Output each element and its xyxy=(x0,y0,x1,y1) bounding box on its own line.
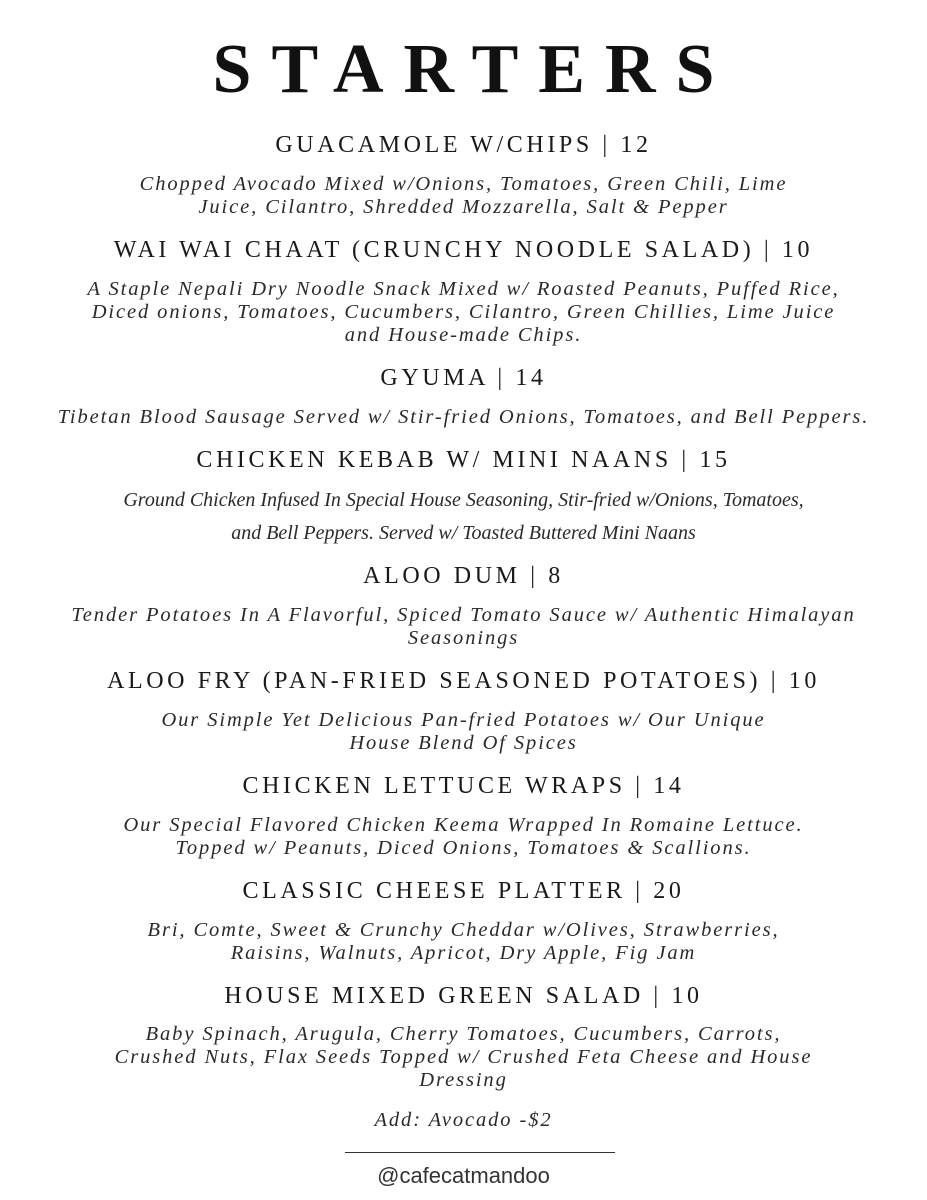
social-handle: @cafecatmandoo xyxy=(377,1163,550,1188)
desc-line: Dressing xyxy=(419,1069,508,1091)
desc-line: Seasonings xyxy=(407,627,520,649)
addon-note: Add: Avocado -$2 xyxy=(374,1109,553,1131)
item-desc-cheese-platter xyxy=(0,919,927,965)
desc-line: and Bell Peppers. Served w/ Toasted Buttered Mini Naans xyxy=(231,522,696,544)
item-desc-aloo-dum xyxy=(0,604,927,650)
desc-line: Our Simple Yet Delicious Pan-fried Potatoes w/ Our Unique xyxy=(161,709,766,731)
desc-line: Baby Spinach, Arugula, Cherry Tomatoes, Cucumbers, Carrots, xyxy=(145,1023,782,1045)
item-desc-gyuma xyxy=(0,406,927,429)
desc-line: Tibetan Blood Sausage Served w/ Stir-fried Onions, Tomatoes, and Bell Peppers. xyxy=(57,406,870,428)
desc-line: House Blend Of Spices xyxy=(349,732,578,754)
item-name-aloo-fry: ALOO FRY (PAN-FRIED SEASONED POTATOES) | 10 xyxy=(107,668,820,694)
item-desc-chicken-kebab xyxy=(0,484,927,550)
desc-line: Chopped Avocado Mixed w/Onions, Tomatoes, Green Chili, Lime xyxy=(139,173,788,195)
desc-line: Topped w/ Peanuts, Diced Onions, Tomatoes & Scallions. xyxy=(175,837,752,859)
item-name-wai-wai-chaat: WAI WAI CHAAT (CRUNCHY NOODLE SALAD) | 10 xyxy=(113,237,814,263)
desc-line: Ground Chicken Infused In Special House Seasoning, Stir-fried w/Onions, Tomatoes, xyxy=(123,489,804,511)
item-name-green-salad: HOUSE MIXED GREEN SALAD | 10 xyxy=(224,983,703,1009)
desc-line: Crushed Nuts, Flax Seeds Topped w/ Crushed Feta Cheese and House xyxy=(114,1046,813,1068)
item-name-aloo-dum: ALOO DUM | 8 xyxy=(363,563,564,589)
page-title: STARTERS xyxy=(212,31,735,108)
item-name-chicken-lettuce-wraps: CHICKEN LETTUCE WRAPS | 14 xyxy=(242,773,685,799)
desc-line: Tender Potatoes In A Flavorful, Spiced Tomato Sauce w/ Authentic Himalayan xyxy=(71,604,856,626)
desc-line: A Staple Nepali Dry Noodle Snack Mixed w/ Roasted Peanuts, Puffed Rice, xyxy=(87,278,840,300)
footer-divider xyxy=(345,1152,615,1153)
item-desc-chicken-lettuce-wraps xyxy=(0,814,927,860)
desc-line: Our Special Flavored Chicken Keema Wrapped In Romaine Lettuce. xyxy=(123,814,804,836)
item-desc-wai-wai-chaat xyxy=(0,278,927,347)
desc-line: Bri, Comte, Sweet & Crunchy Cheddar w/Olives, Strawberries, xyxy=(147,919,780,941)
desc-line: Juice, Cilantro, Shredded Mozzarella, Salt & Pepper xyxy=(198,196,729,218)
desc-line: Diced onions, Tomatoes, Cucumbers, Cilantro, Green Chillies, Lime Juice xyxy=(91,301,836,323)
desc-line: and House-made Chips. xyxy=(344,324,583,346)
item-name-chicken-kebab: CHICKEN KEBAB W/ MINI NAANS | 15 xyxy=(196,447,731,473)
item-desc-aloo-fry xyxy=(0,709,927,755)
item-name-gyuma: GYUMA | 14 xyxy=(380,365,547,391)
item-name-guacamole: GUACAMOLE W/CHIPS | 12 xyxy=(275,132,652,158)
item-desc-guacamole xyxy=(0,173,927,219)
item-name-cheese-platter: CLASSIC CHEESE PLATTER | 20 xyxy=(242,878,685,904)
item-desc-green-salad xyxy=(0,1023,927,1092)
desc-line: Raisins, Walnuts, Apricot, Dry Apple, Fig Jam xyxy=(230,942,697,964)
